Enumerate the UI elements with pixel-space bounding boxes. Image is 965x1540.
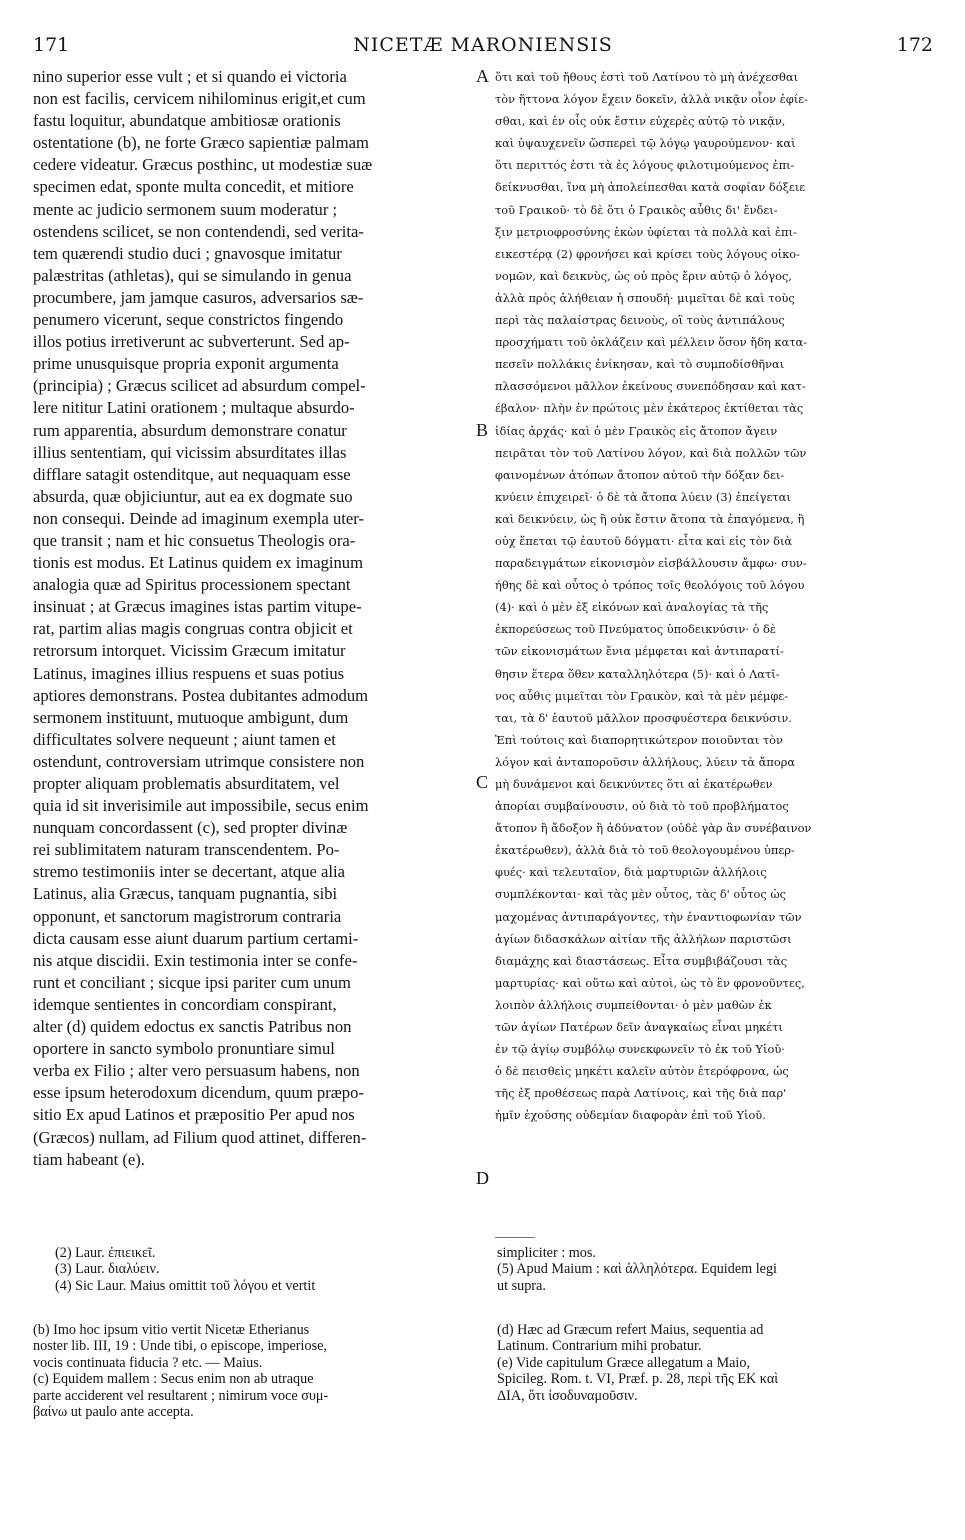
greek-text-line: καὶ δεικνύειν, ὡς ἢ οὐκ ἔστιν ἄτοπα τὰ ἐπαγόμενα, ἢ xyxy=(495,511,805,526)
latin-text-line: nino superior esse vult ; et si quando ei victoria xyxy=(33,67,347,86)
footnote-line: noster lib. III, 19 : Unde tibi, o episcope, imperiose, xyxy=(33,1338,327,1355)
greek-text-line: ἐν τῷ ἁγίῳ συμβόλῳ συνεκφωνεῖν τὸ ἐκ τοῦ Υἱοῦ· xyxy=(495,1042,785,1057)
greek-text-line: ἡμῖν ἐχούσης οὐδεμίαν διαφορὰν ἐπὶ τοῦ Υἱοῦ. xyxy=(495,1108,766,1123)
latin-text-line: runt et conciliant ; sicque ipsi pariter cum unum xyxy=(33,972,351,992)
latin-text-line: opponunt, et sanctorum magistrorum contraria xyxy=(33,906,342,926)
footnote-line: (d) Hæc ad Græcum refert Maius, sequentia ad xyxy=(497,1322,764,1338)
latin-text-line: rat, partim alias magis congruas contra objicit et xyxy=(33,619,353,639)
greek-text-line: οὐχ ἕπεται τῷ ἑαυτοῦ δόγματι· εἶτα καὶ εἰς τὸν διὰ xyxy=(495,533,793,548)
latin-text-line: prime unusquisque propria exponit argumenta xyxy=(33,354,339,374)
footnote-line: Latinum. Contrarium mihi probatur. xyxy=(497,1338,702,1355)
latin-text-line: Latinus, alia Græcus, tanquam pugnantia, sibi xyxy=(33,884,338,904)
greek-text-line: σθαι, καὶ ἐν οἷς οὐκ ἔστιν εὐχερὲς αὐτῷ τὸ νικᾷν, xyxy=(495,114,786,129)
greek-text-line: νομῶν, καὶ δεικνὺς, ὡς οὐ πρὸς ἔριν αὐτῷ ὁ λόγος, xyxy=(495,268,792,283)
greek-text-line: προσχήματι τοῦ ὀκλάζειν καὶ μέλλειν ὅσον ἤδη κατα- xyxy=(495,335,808,350)
latin-text-line: non est facilis, cervicem nihilominus erigit,et cum xyxy=(33,89,366,109)
latin-text-line: que transit ; nam et hic consuetus Theologis ora- xyxy=(33,530,356,550)
latin-text-line: alter (d) quidem edoctus ex sanctis Patribus non xyxy=(33,1017,352,1037)
greek-text-line: τῶν ἁγίων Πατέρων δεῖν ἀναγκαίως εἶναι μηκέτι xyxy=(495,1020,783,1035)
greek-text-line: ὅτι περιττός ἐστι τὰ ἐς λόγους φιλοτιμούμενος ἐπι- xyxy=(495,158,795,173)
footnote-line: (2) Laur. ἐπιεικεῖ. xyxy=(55,1245,156,1261)
greek-text-line: ξιν μετριοφροσύνης ἑκὼν ὑφίεται τὰ πολλὰ καὶ ἐπι- xyxy=(495,224,797,239)
greek-text-line: φαινομένων ἀτόπων ἄτοπον αὐτοῦ τὴν δόξαν δει- xyxy=(495,467,785,482)
greek-text-line: έβαλον· πλὴν ἐν πρώτοις μὲν ἑκάτερος ἐκτίθεται τὰς xyxy=(495,401,804,416)
footnote-line: parte acciderent vel resultarent ; nimirum voce συμ- xyxy=(33,1387,329,1404)
greek-text-line: φυές· καὶ τελευταῖον, διὰ μαρτυριῶν ἀλλήλοις xyxy=(495,865,767,880)
latin-text-line: nunquam concordassent (c), sed propter divinæ xyxy=(33,818,348,838)
footnotes-greek-left xyxy=(55,1245,475,1294)
latin-text-line: stremo testimoniis inter se decertant, atque alia xyxy=(33,862,345,882)
greek-text-line: μαρτυρίας· καὶ οὕτω καὶ αὐτοὶ, ὡς τὸ ἓν φρονοῦντες, xyxy=(495,975,805,990)
footnotes-latin-right xyxy=(497,1322,937,1404)
latin-text-line: fastu loquitur, abundatque ambitiosæ orationis xyxy=(33,111,341,131)
footnote-line: (b) Imo hoc ipsum vitio vertit Nicetæ Etherianus xyxy=(33,1322,310,1338)
greek-text-line: λόγον καὶ ἀνταποροῦσιν ἀλλήλους, λύειν τὰ ἄπορα xyxy=(495,754,796,769)
latin-text-line: tiam habeant (e). xyxy=(33,1149,145,1169)
footnote-line: (c) Equidem mallem : Secus enim non ab utraque xyxy=(33,1371,314,1388)
greek-text-line: (4)· καὶ ὁ μὲν ἐξ εἰκόνων καὶ ἀναλογίας τὰ τῆς xyxy=(495,600,769,615)
latin-text-line: ostendens scilicet, se non contendendi, sed verita- xyxy=(33,221,364,241)
running-header xyxy=(33,34,933,60)
greek-text-line: πλασσόμενοι μᾶλλον ἐκείνους συνεπόδησαν καὶ κατ- xyxy=(495,379,806,394)
latin-text-line: sitio Ex apud Latinos et præpositio Per apud nos xyxy=(33,1105,355,1125)
latin-text-line: oportere in sancto symbolo pronuntiare simul xyxy=(33,1039,335,1059)
greek-text-line: δείκνυσθαι, ἵνα μὴ ἀπολείπεσθαι κατὰ σοφίαν δόξειε xyxy=(495,180,806,195)
greek-text-line: τοῦ Γραικοῦ· τὸ δὲ ὅτι ὁ Γραικὸς αὖθις δι' ἔνδει- xyxy=(495,202,778,217)
footnote-line: ΔΙΑ, ὅτι ἰσοδυναμοῦσιν. xyxy=(497,1387,638,1404)
footnote-line: vocis continuata fiducia ? etc. — Maius. xyxy=(33,1354,263,1371)
greek-text-line: ἀλλὰ πρὸς ἀλήθειαν ἡ σπουδή· μιμεῖται δὲ καὶ τοὺς xyxy=(495,290,795,305)
latin-text-line: tem quærendi studio duci ; gnavosque imitatur xyxy=(33,243,342,263)
latin-text-line: non consequi. Deinde ad imaginum exempla uter- xyxy=(33,508,364,528)
latin-text-line: analogia quæ ad Spiritus processionem spectant xyxy=(33,575,351,595)
greek-text-line: νος αὖθις μιμεῖται τὸν Γραικὸν, καὶ τὰ μὲν μέμφε- xyxy=(495,688,789,703)
footnote-line: (4) Sic Laur. Maius omittit τοῦ λόγου et vertit xyxy=(55,1277,316,1294)
latin-text-line: aptiores demonstrans. Postea dubitantes admodum xyxy=(33,685,369,705)
greek-text-line: ήθης δὲ καὶ οὗτος ὁ τρόπος τοῖς θεολόγοις τοῦ λόγου xyxy=(495,578,805,593)
greek-text-line: θησιν ἕτερα ὅθεν καταλληλότερα (5)· καὶ ὁ Λατῖ- xyxy=(495,666,780,681)
latin-text-line: (Græcos) nullam, ad Filium quod attinet, differen- xyxy=(33,1127,367,1147)
latin-text-line: rum apparentia, absurdum demonstrare conatur xyxy=(33,420,347,440)
margin-marker-d: D xyxy=(476,1168,489,1188)
margin-marker-a: A xyxy=(476,66,489,86)
latin-text-line: nis atque discidii. Exin testimonia inter se confe- xyxy=(33,950,358,970)
latin-text-line: ostendunt, controversiam utrimque consistere non xyxy=(33,751,365,771)
latin-text-line: esse ipsum heterodoxum dicendum, quum præpo- xyxy=(33,1083,364,1103)
latin-text-line: retrorsum intorquet. Vicissim Græcum imitatur xyxy=(33,641,346,661)
footnote-line: (5) Apud Maium : καὶ ἀλληλότερα. Equidem legi xyxy=(497,1261,777,1278)
greek-text-line: διαμάχης καὶ διαστάσεως. Εἶτα συμβιβάζουσι τὰς xyxy=(495,953,788,968)
latin-text-line: mente ac judicio sermonem suum moderatur ; xyxy=(33,199,338,219)
footnote-line: simpliciter : mos. xyxy=(497,1245,596,1261)
latin-text-line: procumbere, jam jamque casuros, adversarios sæ- xyxy=(33,287,364,307)
page-number-right: 172 xyxy=(896,34,933,56)
margin-marker-c: C xyxy=(476,772,489,792)
greek-text-line: περὶ τὰς παλαίστρας δεινοὺς, οἳ τοὺς ἀντιπάλους xyxy=(495,313,785,328)
latin-text-line: Latinus, imagines illius respuens et suas potius xyxy=(33,663,345,683)
greek-text-line: μαχομένας ἀντιπαράγοντες, τὴν ἐναντιοφωνίαν τῶν xyxy=(495,909,802,924)
greek-text-line: τῶν εἰκονισμάτων ἔνια μέμφεται καὶ ἀντιπαρατί- xyxy=(495,644,784,659)
footnotes-greek-right xyxy=(497,1245,937,1294)
page-number-left: 171 xyxy=(33,34,70,56)
greek-text-line: ἁγίων διδασκάλων αἰτίαν τῆς ἀλλήλων παριστῶσι xyxy=(495,931,792,946)
greek-text-line: λοιπὸν ἀλλήλοις συμπείθονται· ὁ μὲν μαθὼν ἐκ xyxy=(495,997,772,1012)
latin-text-line: rei sublimitatem naturam transcendentem. Po- xyxy=(33,840,340,860)
latin-text-line: dicta causam esse aiunt duarum partium certami- xyxy=(33,928,359,948)
greek-text-line: ται, τὰ δ' ἑαυτοῦ μᾶλλον προσφυέστερα δεικνύσιν. xyxy=(495,710,792,725)
greek-text-line: εικεστέρᾳ (2) φρονήσει καὶ κρίσει τοὺς λόγους οἰκο- xyxy=(495,246,801,261)
latin-text-line: tionis est modus. Et Latinus quidem ex imaginum xyxy=(33,553,364,573)
latin-text-line: insinuat ; at Græcus imagines istas partim vitupe- xyxy=(33,597,362,617)
greek-text-line: παραδειγμάτων εἰκονισμὸν εἰσβάλλουσιν ἄμφω· συν- xyxy=(495,556,807,571)
latin-column xyxy=(33,66,473,1171)
greek-text-line: συμπλέκονται· καὶ τὰς μὲν οὗτος, τὰς δ' οὗτος ὡς xyxy=(495,887,787,902)
greek-text-line: ὁ δὲ πεισθεὶς μηκέτι καλεῖν αὐτὸν ἑτερόφρονα, ὡς xyxy=(495,1064,789,1079)
column-rule xyxy=(495,1237,535,1238)
footnote-line: (e) Vide capitulum Græce allegatum a Maio, xyxy=(497,1354,750,1371)
greek-column xyxy=(495,66,935,1127)
latin-text-line: specimen edat, sponte multa concedit, et mitiore xyxy=(33,177,354,197)
greek-text-line: ἐκπορεύσεως τοῦ Πνεύματος ὑποδεικνύσιν· ὁ δὲ xyxy=(495,622,777,637)
latin-text-line: ostentatione (b), ne forte Græco sapientiæ palmam xyxy=(33,133,369,153)
greek-text-line: ἄτοπον ἢ ἄδοξον ἢ ἀδύνατον (οὐδὲ γὰρ ἂν συνέβαινον xyxy=(495,821,812,836)
greek-text-line: τῆς ἐξ προθέσεως παρὰ Λατίνοις, καὶ τῆς διὰ παρ' xyxy=(495,1086,787,1101)
latin-text-line: cedere videatur. Græcus posthinc, ut modestiæ suæ xyxy=(33,155,373,175)
latin-text-line: verba ex Filio ; alter vero persuasum habens, non xyxy=(33,1061,360,1081)
margin-marker-b: B xyxy=(476,420,489,440)
latin-text-line: palæstritas (athletas), qui se simulando in genua xyxy=(33,265,352,285)
greek-text-line: Ἐπὶ τούτοις καὶ διαπορητικώτερον ποιοῦνται τὸν xyxy=(495,732,783,747)
greek-text-line: πειρᾶται τὸν τοῦ Λατίνου λόγον, καὶ διὰ πολλῶν τῶν xyxy=(495,445,807,460)
latin-text-line: absurda, quæ objiciuntur, aut ea ex dogmate suo xyxy=(33,486,353,506)
latin-text-line: penumero vicerunt, seque constrictos fingendo xyxy=(33,310,344,330)
latin-text-line: propter aliquam problematis absurditatem, vel xyxy=(33,774,340,793)
greek-text-line: ἰδίας ἀρχάς· καὶ ὁ μὲν Γραικὸς εἰς ἄτοπον ἄγειν xyxy=(495,423,778,438)
latin-text-line: difficultates solvere nequeunt ; aiunt tamen et xyxy=(33,729,336,749)
greek-text-line: κνύειν ἐπιχειρεῖ· ὁ δὲ τὰ ἄτοπα λύειν (3) ἐπείγεται xyxy=(495,489,791,504)
latin-text-line: illius sententiam, qui vicissim absurditates illas xyxy=(33,442,347,462)
greek-text-line: ἀπορίαι συμβαίνουσιν, οὐ διὰ τὸ τοῦ προβλήματος xyxy=(495,799,789,814)
footnote-line: (3) Laur. διαλύειν. xyxy=(55,1261,160,1278)
greek-text-line: καὶ ὑψαυχενεῖν ὥσπερεὶ τῷ λόγῳ γαυρούμενον· καὶ xyxy=(495,136,796,151)
latin-text-line: idemque sentientes in concordiam conspirant, xyxy=(33,994,337,1014)
latin-text-line: sermonem instituunt, mutuoque ambigunt, dum xyxy=(33,707,349,727)
greek-text-line: πεσεῖν πολλάκις ἐνίκησαν, καὶ τὸ συμποδίσθῆναι xyxy=(495,357,785,372)
latin-text-line: (principia) ; Græcus scilicet ad absurdum compel- xyxy=(33,376,366,396)
greek-text-line: μὴ δυνάμενοι καὶ δεικνύντες ὅτι αἱ ἑκατέρωθεν xyxy=(495,777,773,791)
greek-text-line: τὸν ἥττονα λόγον ἔχειν δοκεῖν, ἀλλὰ νικᾷν οἷον ἐφίε- xyxy=(495,92,809,107)
running-title: NICETÆ MARONIENSIS xyxy=(353,34,613,56)
footnote-line: βαίνω ut paulo ante accepta. xyxy=(33,1404,194,1421)
latin-text-line: quia id sit inverisimile aut impossibile, secus enim xyxy=(33,796,369,816)
footnote-line: Spicileg. Rom. t. VI, Præf. p. 28, περὶ τῆς ΕΚ καὶ xyxy=(497,1371,779,1388)
greek-text-line: ἑκατέρωθεν), ἀλλὰ διὰ τὸ τοῦ θεολογουμένου ὑπερ- xyxy=(495,843,795,858)
latin-text-line: illos potius irretiverunt ac subverterunt. Sed ap- xyxy=(33,332,350,352)
greek-text-line: ὅτι καὶ τοῦ ἤθους ἐστὶ τοῦ Λατίνου τὸ μὴ ἀνέχεσθαι xyxy=(495,70,799,84)
footnote-line: ut supra. xyxy=(497,1277,546,1294)
footnotes-latin-left xyxy=(33,1322,473,1420)
latin-text-line: lere nititur Latini orationem ; multaque absurdo- xyxy=(33,398,355,418)
latin-text-line: difflare satagit ostenditque, aut nequaquam esse xyxy=(33,464,351,484)
